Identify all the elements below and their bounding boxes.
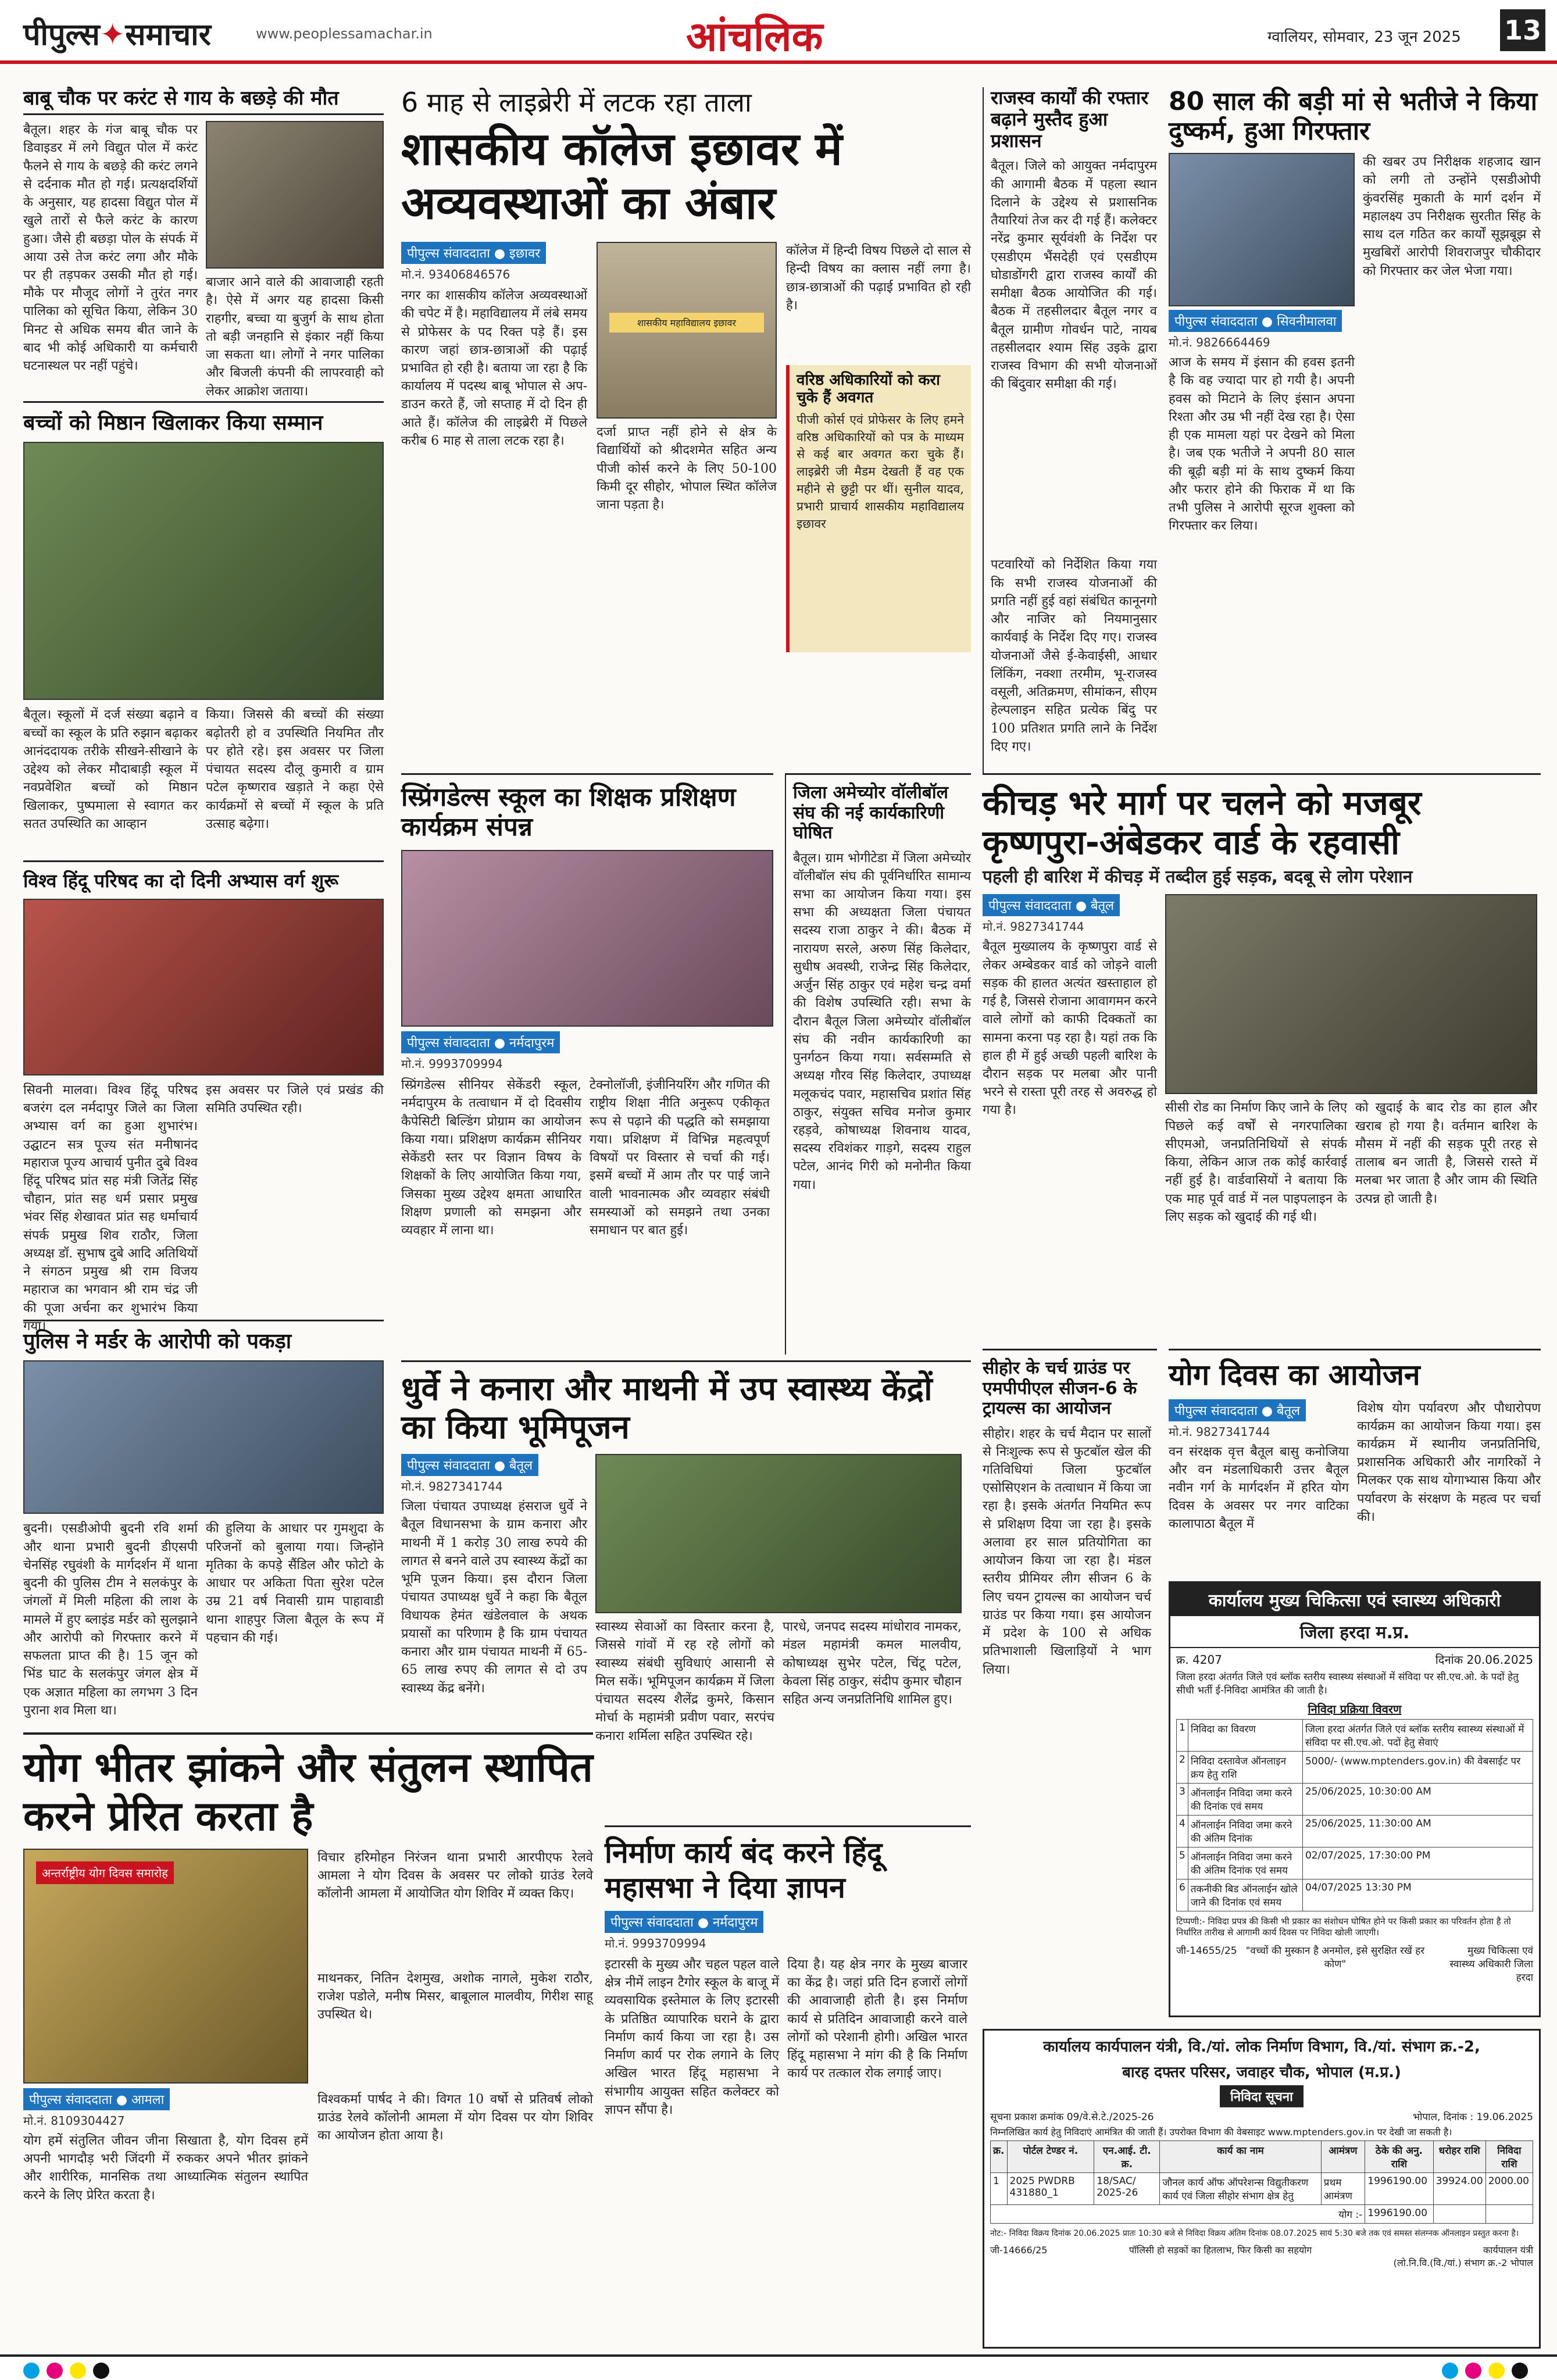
ad-subtitle: जिला हरदा म.प्र. [1170, 1616, 1539, 1648]
article-text: माथनकर, नितिन देशमुख, अशोक नागले, मुकेश राठौर, राजेश पडोले, मनीष मिसर, बाबूलाल मालवीय, गिरीश साहू उपस्थित थे। [317, 1971, 593, 2022]
article-text: इटारसी के मुख्य और चहल पहल वाले क्षेत्र नीमें लाइन टैगोर स्कूल के बाजू में व्यवसायिक इस्तेमाल के लिए इटारसी के प्रतिष्ठित व्यापारिक घराने के द्वारा निर्माण कार्य किया जा रहा है। उस निर्माण कार्य पर रोक लगाने के लिए अखिल भारत हिंदू महासभा ने संभागीय आयुक्त सहित कलेक्टर को ज्ञापन सौंपा है। [605, 1957, 779, 2117]
ad-code: जी-14666/25 [990, 2245, 1048, 2256]
byline: पीपुल्स संवाददाता ● आमला [23, 2088, 170, 2110]
headline: योग भीतर झांकने और संतुलन स्थापित करने प्रेरित करता है [23, 1743, 593, 1840]
newspaper-logo: पीपुल्स✦समाचार [23, 17, 211, 52]
article-text: की खबर उप निरीक्षक शहजाद खान को लगी तो उन्होंने एसडीओपी कुंवरसिंह मुकाती के मार्ग दर्शन में महालक्ष्य उप निरीक्षक सुरतीत सिंह के साथ दल गठित कर कार्यों सूझबूझ से मुखबिरों आरोपी शिवराजपुर चौकीदार को गिरफ्तार कर जेल भेजा गया। [1363, 155, 1541, 278]
table-cell: ऑनलाईन निविदा जमा करने की अंतिम दिनांक एवं समय [1188, 1847, 1302, 1879]
article-text: योग हमें संतुलित जीवन जीना सिखाता है, योग दिवस हमें अपनी भागदौड़ भरी जिंदगी में रुककर अपने भीतर झांकने और शारीरिक, मानसिक तथा आध्यात्मिक संतुलन स्थापित करने के लिए प्रेरित करता है। [23, 2134, 308, 2203]
byline: पीपुल्स संवाददाता ● नर्मदापुरम [401, 1031, 560, 1053]
article-murder-arrest [23, 1320, 384, 1721]
table-cell: प्रथम आमंत्रण [1321, 2173, 1365, 2205]
article-text: बाजार आने वाले की आवाजाही रहती है। ऐसे में अगर यह हादसा किसी राहगीर, बच्चा या बुजुर्ग के साथ होता तो बड़ी जनहानि से इंकार नहीं किया जा सकता था। लोगों ने नगर पालिका और बिजली कंपनी की लापरवाही को लेकर आक्रोश जताया। [206, 275, 384, 399]
tender-notice-pwd [983, 2029, 1541, 2349]
ad-title: कार्यालय कार्यपालन यंत्री, वि./यां. लोक निर्माण विभाग, वि./यां. संभाग क्र.-2, [1043, 2038, 1480, 2056]
table-row [991, 2173, 1533, 2205]
table-row [1177, 1815, 1533, 1847]
mobile-number: मो.नं. 9993709994 [605, 1936, 706, 1950]
table-cell: निविदा का विवरण [1188, 1719, 1302, 1751]
yellow-register-mark [70, 2363, 86, 2379]
table-header: क्र. [991, 2141, 1008, 2173]
article-text: बैतूल। शहर के गंज बाबू चौक पर डिवाइडर में लगे विद्युत पोल में करंट फैलने से गाय के बछड़े की करंट लगने से दर्दनाक मौत हो गई। प्रत्यक्षदर्शियों के अनुसार, यह हादसा विद्युत पोल में खुले तारों से फैले करंट के कारण हुआ। जैसे ही बछड़ा पोल के संपर्क में आया उसे तेज करंट लगा और मौके पर ही तड़पकर उसकी मौत हो गई। मौके पर मौजूद लोगों ने तुरंत नगर पालिका को सूचित किया, लेकिन 30 मिनट से अधिक समय बीत जाने के बाद भी कोई अधिकारी या कर्मचारी घटनास्थल पर नहीं पहुंचे। [23, 123, 198, 374]
article-text: बैतूल। ग्राम भोगीटेडा में जिला अमेच्योर वॉलीबॉल संघ की पूर्वनिर्धारित सामान्य सभा का आयोजन किया गया। इस सभा की अध्यक्षता जिला पंचायत सदस्य राजा ठाकुर ने की। बैठक में नारायण सरले, अरुण सिंह किलेदार, सुधीष अवस्थी, राजेन्द्र सिंह किलेदार, अर्जुन सिंह ठाकुर एवं महेश चन्द्र वर्मा की विशेष उपस्थिति रही। सभा के दौरान बैतूल जिला अमेच्योर वॉलीबॉल संघ की नवीन कार्यकारिणी का पुनर्गठन किया गया। सर्वसम्मति से अध्यक्ष गौरव सिंह किलेदार, उपाध्यक्ष मलूकचंद पवार, महासचिव प्रशांत सिंह ठाकुर, संयुक्त सचिव मनोज कुमार रहड़वे, कोषाध्यक्ष शिवनाथ यादव, सदस्य रविशंकर गाड़गे, सदस्य राहुल पटेल, आनंद गिरी को मनोनीत किया गया। [793, 850, 971, 1192]
ad-intro: निम्नलिखित कार्य हेतु निविदाएं आमंत्रित की जाती हैं। उपरोक्त विभाग की वेबसाइट www.mptenders.gov.in पर देखी जा सकती है। [990, 2127, 1452, 2138]
table-row [1177, 1719, 1533, 1751]
table-cell: 25/06/2025, 11:30:00 AM [1302, 1815, 1533, 1847]
article-hindu-mahasabha [605, 1825, 971, 2349]
article-vhp-camp [23, 860, 384, 1334]
table-row [1177, 1879, 1533, 1911]
calf-photo [206, 121, 384, 269]
ad-signatory-office: स्वास्थ्य अधिकारी जिला हरदा [1449, 1958, 1533, 1984]
table-cell: 6 [1177, 1879, 1188, 1911]
ad-footnote: टिप्पणी:- निविदा प्रपत्र की किसी भी प्रकार का संशोधन घोषित होने पर किसी प्रकार का परिवर्तन होता है तो निर्धारित तारीख से आगामी कार्य दिवस पर निविदा खोली जाएगी। [1176, 1916, 1511, 1938]
box-title: वरिष्ठ अधिकारियों को करा चुके हैं अवगत [797, 371, 940, 406]
kicker: 6 माह से लाइब्रेरी में लटक रहा ताला [401, 87, 752, 118]
magenta-register-mark [47, 2363, 63, 2379]
headline: शासकीय कॉलेज इछावर में अव्यवस्थाओं का अंबार [401, 123, 842, 230]
ad-subtitle: बारह दफ्तर परिसर, जवाहर चौक, भोपाल (म.प्र.) [1122, 2064, 1401, 2081]
table-cell: तकनीकी बिड ऑनलाईन खोले जाने की दिनांक एवं समय [1188, 1879, 1302, 1911]
muddy-road-photo [1165, 894, 1537, 1094]
article-text: बैतूल। स्कूलों में दर्ज संख्या बढ़ाने व बच्चों का स्कूल के प्रति रुझान बढ़ाकर आनंददायक तरीके सीखने-सीखाने के उद्देश्य को लेकर मौदाबाड़ी स्कूल में नवप्रवेशित बच्चों को मिष्ठान खिलाकर, पुष्पमाला से स्वागत कर सतत उपस्थिति का आव्हान [23, 707, 198, 831]
article-text: बुदनी। एसडीओपी बुदनी रवि शर्मा और थाना प्रभारी बुदनी डीएसपी चेनसिंह रघुवंशी के मार्गदर्शन में थाना बुदनी की पुलिस टीम ने सलकंपुर के जंगलों में मिली महिला की लाश के मामले में हुए ब्लाइंड मर्डर को सुलझाने और आरोपी को गिरफ्तार करने में सफलता प्राप्त की है। 15 जून को भिंड घाट के सलकंपुर जंगल क्षेत्र में एक अज्ञात महिला का लगभग 3 दिन पुराना शव मिला था। [23, 1521, 198, 1718]
article-text: वन संरक्षक वृत्त बैतूल बासु कनोजिया और वन मंडलाधिकारी उत्तर बैतूल नवीन गर्ग के मार्गदर्शन में हरित योग दिवस के अवसर पर नगर वाटिका कालापाठा बैतूल में [1169, 1444, 1349, 1532]
article-crime-arrest [1169, 87, 1541, 773]
table-cell: जौनल कार्य ऑफ ऑपरेशन्स विद्युतीकरण कार्य एवं जिला सीहोर संभाग क्षेत्र हेतु [1160, 2173, 1321, 2205]
mobile-number: मो.नं. 9827341744 [983, 920, 1084, 934]
article-text: दर्जा प्राप्त नहीं होने से क्षेत्र के विद्यार्थियों को श्रीदशमेत सहित अन्य पीजी कोर्स करने के लिए 50-100 किमी दूर सीहोर, भोपाल स्थित कॉलेज जाना पड़ता है। [597, 425, 777, 513]
article-yoga-day [1169, 1349, 1541, 1570]
article-text: विचार हरिमोहन निरंजन थाना प्रभारी आरपीएफ रेलवे आमला ने योग दिवस के अवसर पर लोको ग्राउंड रेलवे कॉलोनी आमला में आयोजित योग शिविर में व्यक्त किए। [317, 1850, 593, 1902]
college-sign: शासकीय महाविद्यालय इछावर [609, 313, 764, 333]
yellow-register-mark [1488, 2363, 1505, 2379]
mobile-number: मो.नं. 9826664469 [1169, 335, 1270, 350]
ad-title: कार्यालय मुख्य चिकित्सा एवं स्वास्थ्य अधिकारी [1170, 1583, 1539, 1616]
ad-notice-no: सूचना प्रकाश क्रमांक 09/वे.से.टे./2025-26 [990, 2111, 1154, 2123]
table-cell: 04/07/2025 13:30 PM [1302, 1879, 1533, 1911]
table-cell: 3 [1177, 1783, 1188, 1815]
table-cell: 2 [1177, 1751, 1188, 1783]
article-text: सिवनी मालवा। विश्व हिंदू परिषद बजरंग दल नर्मदापुर जिले का जिला अभ्यास वर्ग का हुआ शुभारंभ। उद्घाटन सत्र पूज्य संत मनीषानंद महाराज पूज्य आचार्य पुनीत दुबे विश्व हिंदू परिषद प्रांत सह मंत्री जितेंद्र सिंह चौहान, प्रांत सह धर्म प्रसार प्रमुख भंवर सिंह शेखावत प्रांत सह धर्माचार्य संपर्क प्रमुख शिव राठौर, जिला अध्यक्ष डॉ. सुभाष दुबे आदि अतिथियों ने संगठन प्रमुख श्री राम विजय महाराज का भगवान श्री राम चंद्र जी की पूजा अर्चना कर शुभारंभ किया गया। [23, 1082, 198, 1334]
ad-date: दिनांक 20.06.2025 [1435, 1653, 1533, 1667]
headline: निर्माण कार्य बंद करने हिंदू महासभा ने दिया ज्ञापन [605, 1836, 883, 1904]
ad-signatory: मुख्य चिकित्सा एवं [1467, 1945, 1533, 1957]
byline: पीपुल्स संवाददाता ● बैतूल [401, 1454, 538, 1476]
article-text: बैतूल मुख्यालय के कृष्णपुरा वार्ड से लेकर अम्बेडकर वार्ड को जोड़ने वाली सड़क की हालत अत्यंत खस्ताहाल हो गई है, जिससे रोजाना आवागमन करने वाले लोगों को काफी दिक्कतों का सामना करना पड़ रहा है। यहां तक कि हाल ही में हुई अच्छी पहली बारिश के दौरान सड़क पर मलबा और पानी भरने से रास्ता पूरी तरह से अवरुद्ध हो गया है। [983, 939, 1157, 1118]
bhoomipujan-photo [595, 1454, 962, 1613]
table-cell: 02/07/2025, 17:30:00 PM [1302, 1847, 1533, 1879]
headline: कीचड़ भरे मार्ग पर चलने को मजबूर कृष्णपुरा-अंबेडकर वार्ड के रहवासी [983, 783, 1422, 863]
vhp-camp-photo [23, 899, 384, 1075]
article-text: को खुदाई के बाद रोड का हाल और खराब हो गया है। वर्तमान बारिश के मौसम में नहीं की सड़क पूरी तरह से तालाब बन जाती है, जिससे रास्ते में मलबा भर जाता है और जाम की स्थिति उत्पन्न हो जाती है। [1355, 1100, 1537, 1206]
magenta-register-mark [1465, 2363, 1481, 2379]
table-cell: 25/06/2025, 10:30:00 AM [1302, 1783, 1533, 1815]
article-calf-death [23, 87, 384, 399]
ad-table-title: निविदा प्रक्रिया विवरण [1308, 1702, 1402, 1716]
article-text: आज के समय में इंसान की हवस इतनी है कि वह ज्यादा पार हो गयी है। अपनी हवस को मिटाने के लिए इंसान अपना रिश्ता और उम्र भी नहीं देख रहा है। ऐसा ही एक मामला यहां पर देखने को मिला है। जब एक भतीजे ने अपनी 80 साल की बूढ़ी बड़ी मां के साथ दुष्कर्म किया और फरार होने की फिराक में था कि तभी पुलिस ने आरोपी सूरज शुक्ला को गिरफ्तार कर लिया। [1169, 355, 1355, 534]
article-ichhawar-college [401, 87, 971, 727]
ad-signatory-office: (लो.नि.वि.(वि./यां.) संभाग क्र.-2 भोपाल [1393, 2257, 1533, 2269]
table-cell: 39924.00 [1433, 2173, 1485, 2205]
page-number: 13 [1500, 9, 1545, 51]
article-text: दिया है। यह क्षेत्र नगर के मुख्य बाजार का केंद्र है। जहां प्रति दिन हजारों लोगों की आवाजाही होती है। इस निर्माण कार्य से प्रतिदिन आवाजाही करने वाले लोगों को परेशानी होगी। अखिल भारत हिंदू महासभा ने मांग की है कि निर्माण कार्य पर तत्काल रोक लगाई जाए। [787, 1957, 967, 2081]
table-cell: जिला हरदा अंतर्गत जिले एवं ब्लॉक स्तरीय स्वास्थ्य संस्थाओं में संविदा पर सी.एच.ओ. पदों हेतु सेवाएं [1302, 1719, 1533, 1751]
total-value: 1996190.00 [1365, 2205, 1433, 2224]
headline: बाबू चौक पर करंट से गाय के बछड़े की मौत [23, 87, 384, 115]
article-text: स्वास्थ्य सेवाओं का विस्तार करना है, जिससे गांवों में रह रहे लोगों को स्वास्थ्य संबंधी सुविधाएं आसानी से मिल सकें। भूमिपूजन कार्यक्रम में जिला पंचायत सदस्य शैलेंद्र कुमरे, किसान मोर्चा के महामंत्री प्रवीण पवार, सरपंच कनारा शर्मिला सहित उपस्थित रहे। [595, 1620, 774, 1743]
article-text: बैतूल। जिले को आयुक्त नर्मदापुरम की आगामी बैठक में पहला स्थान दिलाने के उद्देश्य से प्रशासनिक तैयारियां तेज कर दी गई हैं। कलेक्टर नरेंद्र कुमार सूर्यवंशी के निर्देश पर एसडीएम भैंसदेही एवं एसडीएम घोडाडोंगरी द्वारा राजस्व कार्यों की समीक्षा बैठक आयोजित की गई। बैठक में तहसीलदार बैतूल नगर व बैतूल ग्रामीण गोवर्धन पाटे, नायब तहसीलदार श्याम सिंह उइके द्वारा राजस्व विभाग की सभी योजनाओं की बिंदुवार समीक्षा की गई। [991, 159, 1157, 392]
byline: पीपुल्स संवाददाता ● सिवनीमालवा [1169, 310, 1342, 332]
article-health-centre [401, 1360, 971, 1814]
table-header: कार्य का नाम [1160, 2141, 1321, 2173]
table-cell: 18/SAC/ 2025-26 [1094, 2173, 1160, 2205]
ad-intro: जिला हरदा अंतर्गत जिले एवं ब्लॉक स्तरीय स्वास्थ्य संस्थाओं में संविदा पर सी.एच.ओ. के पदों हेतु सीधी भर्ती ई-निविदा आमंत्रित की जाती है। [1176, 1671, 1519, 1696]
tender-table [990, 2140, 1533, 2224]
headline: सीहोर के चर्च ग्राउंड पर एमपीपीएल सीजन-6 के ट्रायल्स का आयोजन [983, 1358, 1137, 1418]
table-header: निविदा राशि [1485, 2141, 1533, 2173]
table-cell: निविदा दस्तावेज ऑनलाइन क्रय हेतु राशि [1188, 1751, 1302, 1783]
ad-slogan: पॉलिसी हो सड़कों का हितलाभ, फिर किसी का सहयोग [1129, 2245, 1312, 2256]
cyan-register-mark [23, 2363, 40, 2379]
table-header: ठेके की अनु. राशि [1365, 2141, 1433, 2173]
officials-box [786, 365, 971, 652]
ad-footnote: नोट:- निविदा विक्रय दिनांक 20.06.2025 प्रातः 10:30 बजे से निविदा विक्रय अंतिम दिनांक 08.07.2025 सायं 5:30 बजे तक एवं समस्त संलग्नक ऑनलाइन प्रस्तुत करना है। [990, 2229, 1519, 2238]
black-register-mark [1512, 2363, 1528, 2379]
mobile-number: मो.नं. 9340684657​6 [401, 267, 510, 282]
table-cell: ऑनलाईन निविदा जमा करने की दिनांक एवं समय [1188, 1783, 1302, 1815]
mobile-number: मो.नं. 9993709994 [401, 1057, 503, 1071]
article-revenue [983, 87, 1157, 773]
table-cell: 5 [1177, 1847, 1188, 1879]
table-header: आमंत्रण [1321, 2141, 1365, 2173]
police-photo [23, 1360, 384, 1514]
article-springdales [401, 773, 773, 1355]
article-text: नगर का शासकीय कॉलेज अव्यवस्थाओं की चपेट में है। महाविद्यालय में लंबे समय से प्रोफेसर के पद रिक्त पड़े हैं। इस कारण जहां छात्र-छात्राओं की पढ़ाई प्रभावित हो रही है। बताया जा रहा है कि कार्यालय में पदस्थ बाबू भोपाल से अप-डाउन करते हैं, जो सप्ताह में दो दिन ही आते हैं। कॉलेज की लाइब्रेरी में पिछले करीब 6 माह से ताला लटक रहा है। [401, 288, 587, 448]
headline: पुलिस ने मर्डर के आरोपी को पकड़ा [23, 1330, 292, 1353]
subheadline: पहली ही बारिश में कीचड़ में तब्दील हुई सड़क, बदबू से लोग परेशान [983, 866, 1413, 887]
article-text: की हुलिया के आधार पर गुमशुदा के परिजनों को बुलाया गया। जिन्होंने मृतिका के कपड़े सैंडिल और फोटो के आधार पर अकिता पिता सुरेश पटेल उम्र 21 वर्ष निवासी ग्राम पाहावाडी थाना शाहपुर जिला बैतूल के रूप में पहचान की गई। [206, 1521, 384, 1645]
table-cell: ऑनलाईन निविदा जमा करने की अंतिम दिनांक [1188, 1815, 1302, 1847]
mobile-number: मो.नं. 9827341744 [1169, 1424, 1270, 1439]
table-cell: 5000/- (www.mptenders.gov.in) की वेबसाईट पर [1302, 1751, 1533, 1783]
article-muddy-road [983, 773, 1541, 1343]
table-cell: 2025 PWDRB 431880_1 [1007, 2173, 1094, 2205]
headline: जिला अमेच्योर वॉलीबॉल संघ की नई कार्यकारिणी घोषित [793, 782, 949, 843]
byline: पीपुल्स संवाददाता ● नर्मदापुरम [605, 1911, 763, 1933]
yoga-camp-photo [23, 1849, 308, 2084]
article-text: कॉलेज में हिन्दी विषय पिछले दो साल से हिन्दी विषय का क्लास नहीं लगा है। छात्र-छात्राओं की पढ़ाई प्रभावित हो रही है। [786, 244, 971, 313]
article-yoga-balance [23, 1732, 593, 2349]
arrest-photo [1169, 153, 1355, 306]
tender-notice-cmho [1169, 1581, 1541, 2017]
headline: बच्चों को मिष्ठान खिलाकर किया सम्मान [23, 411, 323, 435]
print-register-strip [0, 2354, 1557, 2380]
ad-slogan: "वच्चों की मुस्कान है अनमोल, इसे सुरक्षित रखें हर कोण" [1245, 1945, 1425, 1970]
section-title: आंचलिक [686, 13, 823, 60]
article-text: सीहोर। शहर के चर्च मैदान पर सालों से निःशुल्क रूप से फुटबॉल खेल की गतिविधियां जिला फुटबॉल एसोसिएशन के तत्वाधान में किया जा रहा है। इसके अंतर्गत नियमित रूप से प्रशिक्षण दिया जा रहा है। इसके अलावा हर साल प्रतियोगिता का आयोजन किया जा रहा है। मंडल स्तरीय प्रीमियर लीग सीजन 6 के लिए चयन ट्रायल्स का आयोजन चर्च ग्राउंड पर किया गया। इस आयोजन में प्रदेश के 100 से अधिक प्रतिभाशाली खिलाड़ियों ने भाग लिया। [983, 1426, 1151, 1677]
box-text: पीजी कोर्स एवं प्रोफेसर के लिए हमने वरिष्ठ अधिकारियों को पत्र के माध्यम से कई बार अवगत करा चुके हैं। लाइब्रेरी जी मैडम देखती हैं वह एक महीने से छुट्टी पर थीं। सुनील यादव, प्रभारी प्राचार्य शासकीय महाविद्यालय इछावर [797, 412, 964, 531]
article-text: स्प्रिंगडेल्स सीनियर सेकेंडरी स्कूल, नर्मदापुरम के तत्वाधान में दो दिवसीय कैपेसिटी बिल्डिंग प्रोग्राम का आयोजन किया गया। प्रशिक्षण कार्यक्रम सीनियर सेकेंडरी स्तर पर विज्ञान विषय के शिक्षकों के लिए आयोजित किया गया, जिसका मुख्य उद्देश्य क्षमता आधारित शिक्षण प्रणाली को समझना और व्यवहार में लाना था। [401, 1078, 581, 1238]
table-cell: 2000.00 [1485, 2173, 1533, 2205]
byline: पीपुल्स संवाददाता ● बैतूल [983, 894, 1120, 916]
yoga-banner: अन्तर्राष्ट्रीय योग दिवस समारोह [36, 1861, 174, 1884]
ad-ref: क्र. 4207 [1176, 1653, 1222, 1667]
byline: पीपुल्स संवाददाता ● बैतूल [1169, 1399, 1306, 1421]
table-header: एन.आई. टी. क्र. [1094, 2141, 1160, 2173]
training-photo [401, 850, 773, 1027]
table-row [1177, 1847, 1533, 1879]
table-cell: 1 [991, 2173, 1008, 2205]
tender-table [1176, 1719, 1533, 1911]
table-row [1177, 1751, 1533, 1783]
headline: विश्व हिंदू परिषद का दो दिनी अभ्यास वर्ग शुरू [23, 870, 339, 892]
total-label: योग :- [991, 2205, 1365, 2224]
table-cell: 4 [1177, 1815, 1188, 1847]
college-building-photo [597, 242, 777, 419]
article-text: सीसी रोड का निर्माण किए जाने के लिए पिछले कई वर्षों से नगरपालिका सीएमओ, जनप्रतिनिधियों से संपर्क किया, लेकिन आज तक कोई कार्रवाई नहीं हुई है। वार्डवासियों ने बताया कि एक माह पूर्व वार्ड में नल पाइपलाइन के लिए सड़क को खुदाई की गई थी। [1165, 1100, 1347, 1224]
headline: स्प्रिंगडेल्स स्कूल का शिक्षक प्रशिक्षण कार्यक्रम संपन्न [401, 782, 736, 842]
article-text: पटवारियों को निर्देशित किया गया कि सभी राजस्व योजनाओं की प्रगति नहीं हुई वहां संबंधित कानूनगो और नाजिर को नियमानुसार कार्यवाई के निर्देश दिए गए। राजस्व योजनाओं जैसे ई-केवाईसी, आधार लिंकिंग, नक्शा तरमीम, भू-राजस्व वसूली, अतिक्रमण, सीमांकन, सीएम हेल्पलाइन सहित प्रत्येक बिंदु पर 100 प्रतिशत प्रगति लाने के निर्देश दिए गए। [991, 558, 1157, 754]
masthead [0, 0, 1557, 64]
byline: पीपुल्स संवाददाता ● इछावर [401, 242, 546, 264]
table-row [1177, 1783, 1533, 1815]
ad-tag: निविदा सूचना [1220, 2085, 1304, 2107]
cyan-register-mark [1442, 2363, 1458, 2379]
article-text: जिला पंचायत उपाध्यक्ष हंसराज धुर्वे ने बैतूल विधानसभा के ग्राम कनारा और माथनी में 1 करोड़ 30 लाख रुपये की लागत से बनने वाले उप स्वास्थ्य केंद्रों का भूमि पूजन किया। इस दौरान जिला पंचायत उपाध्यक्ष धुर्वे ने कहा कि बैतूल विधायक हेमंत खंडेलवाल के अथक प्रयासों का परिणाम है कि ग्राम पंचायत कनारा और ग्राम पंचायत माथनी में 65-65 लाख रुपए की लागत से दो उप स्वास्थ्य केंद्र बनेंगे। [401, 1499, 587, 1696]
article-text: किया। जिससे की बच्चों की संख्या बढ़ोतरी हो व उपस्थिति नियमित तौर पर होते रहे। इस अवसर पर जिला पंचायत सदस्य दौलू कुमारी व ग्राम पटेल कृष्णराव खड़ाते ने कहा ऐसे कार्यक्रमों से बच्चों में स्कूल के प्रति उत्साह बढ़ेगा। [206, 707, 384, 831]
mobile-number: मो.नं. 9827341744 [401, 1480, 503, 1494]
table-cell: 1996190.00 [1365, 2173, 1433, 2205]
article-text: टेक्नोलॉजी, इंजीनियरिंग और गणित की राष्ट्रीय शिक्षा नीति अनुरूप एकीकृत रूप से पढ़ाने की पद्धति को समझाया गया। प्रशिक्षण में विभिन्न महत्वपूर्ण विषयों पर विस्तार से चर्चा की गई। इसमें बच्चों में आम तौर पर पाई जाने वाली भावनात्मक और व्यवहार संबंधी समस्याओं को समझने तथा उनका समाधान पर बात हुई। [590, 1078, 770, 1238]
article-volleyball [785, 773, 971, 1355]
ad-code: जी-14655/25 [1176, 1945, 1237, 1957]
article-text: विशेष योग पर्यावरण और पौधारोपण कार्यक्रम का आयोजन किया गया। इस कार्यक्रम में स्थानीय जनप्रतिनिधि, प्रशासनिक अधिकारी और नागरिकों ने मिलकर एक साथ योगाभ्यास किया और पर्यावरण के संरक्षण के महत्व पर चर्चा की। [1357, 1400, 1541, 1524]
article-text: इस अवसर पर जिले एवं प्रखंड की समिति उपस्थित रही। [206, 1082, 384, 1116]
black-register-mark [93, 2363, 109, 2379]
headline: योग दिवस का आयोजन [1169, 1358, 1420, 1392]
website-url: www.peoplessamachar.in [256, 26, 433, 42]
ad-date: भोपाल, दिनांक : 19.06.2025 [1413, 2111, 1533, 2123]
table-header: पोर्टल टेण्डर नं. [1007, 2141, 1094, 2173]
headline: 80 साल की बड़ी मां से भतीजे ने किया दुष्कर्म, हुआ गिरफ्तार [1169, 87, 1538, 146]
headline: राजस्व कार्यों की रफ्तार बढ़ाने मुस्तैद हुआ प्रशासन [991, 87, 1149, 152]
article-text: विश्वकर्मा पार्षद ने की। विगत 10 वर्षो से प्रतिवर्ष लोको ग्राउंड रेलवे कॉलोनी आमला में योग दिवस पर योग शिविर का आयोजन होता आया है। [317, 2092, 593, 2143]
article-students-honour [23, 401, 384, 855]
headline: धुर्वे ने कनारा और माथनी में उप स्वास्थ्य केंद्रों का किया भूमिपूजन [401, 1370, 933, 1447]
dateline: ग्वालियर, सोमवार, 23 जून 2025 [1267, 28, 1461, 46]
students-photo [23, 442, 384, 700]
article-mppl-trials [983, 1349, 1157, 2104]
article-text: पारधे, जनपद सदस्य मांधोराव नामकर, मंडल महामंत्री कमल मालवीय, कोषाध्यक्ष सुभेर पटेल, चिंटू पटेल, केवला सिंह ठाकुर, संदीप कुमार चौहान सहित अन्य जनप्रतिनिधि शामिल हुए। [783, 1620, 962, 1707]
ad-signatory: कार्यपालन यंत्री [1483, 2245, 1533, 2256]
table-header: धरोहर राशि [1433, 2141, 1485, 2173]
mobile-number: मो.नं. 8109304427 [23, 2114, 125, 2128]
table-cell: 1 [1177, 1719, 1188, 1751]
